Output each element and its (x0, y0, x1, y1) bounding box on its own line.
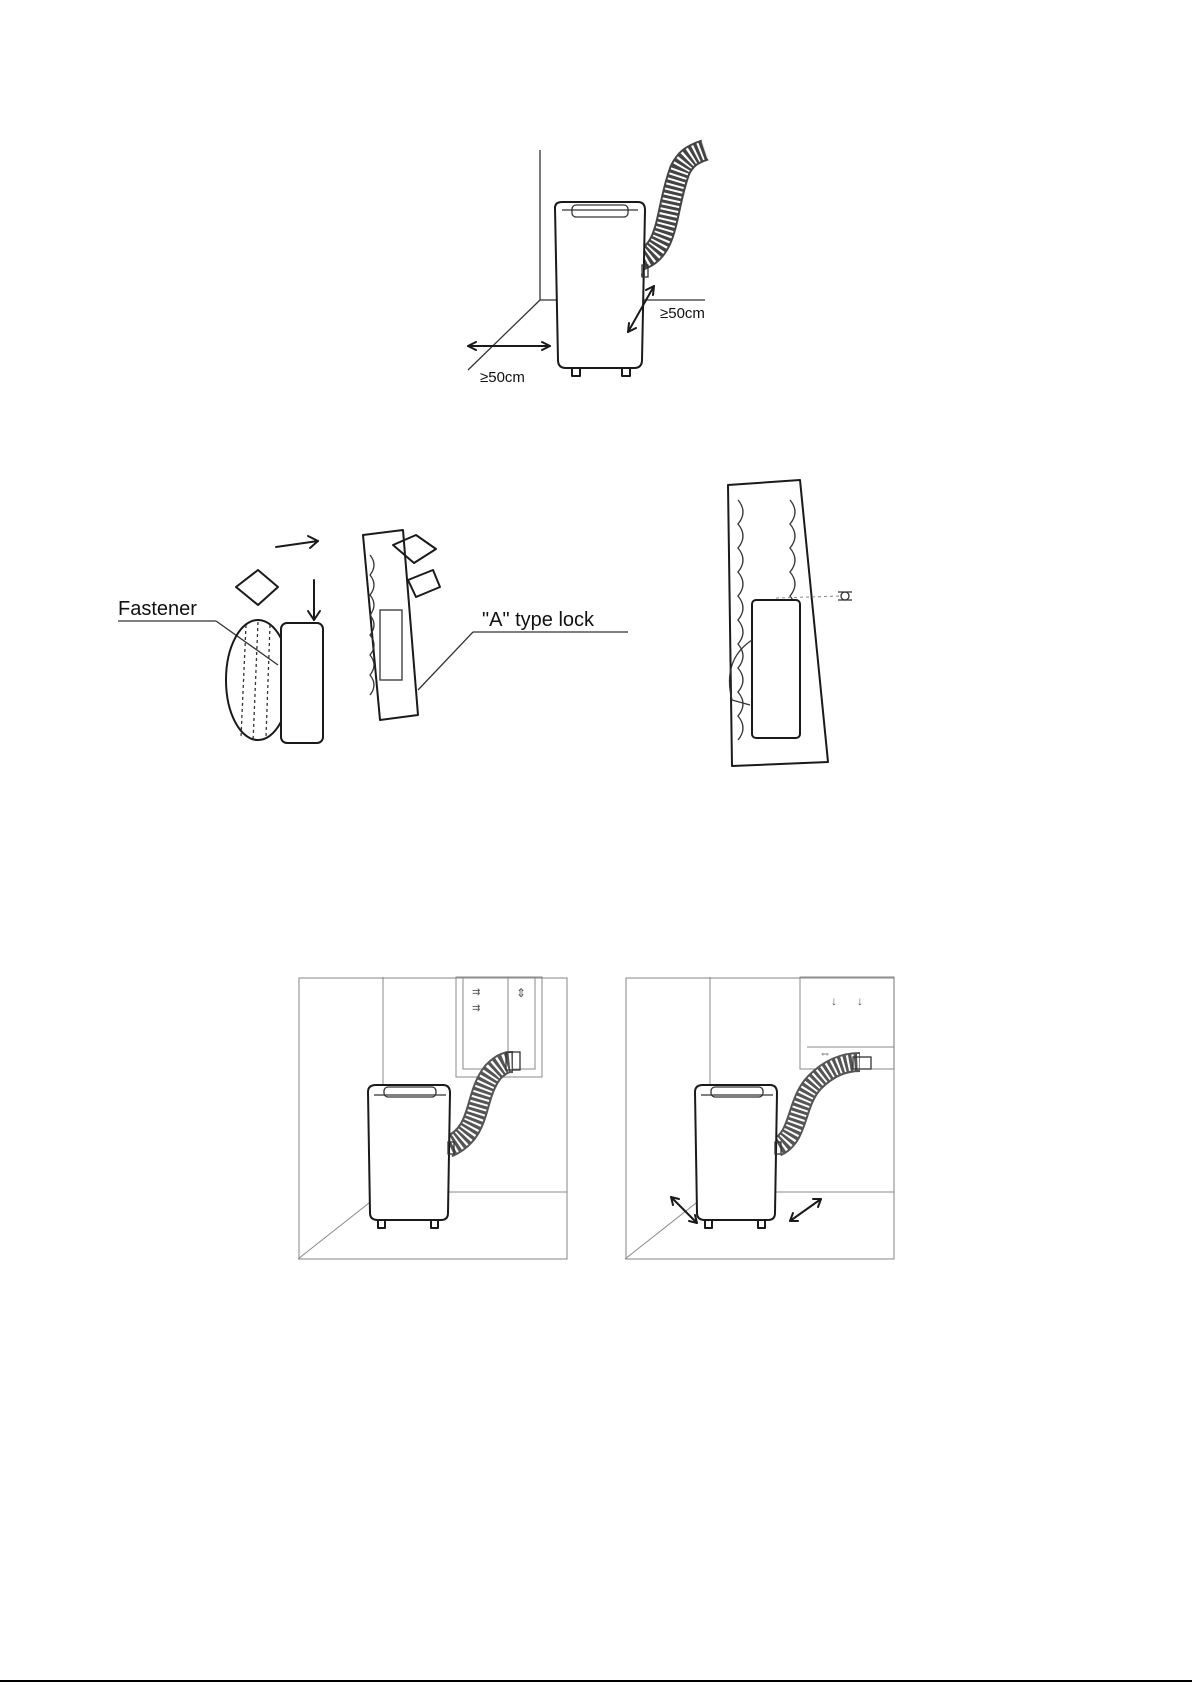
window-slider-panel (363, 530, 440, 720)
screw-icon (776, 592, 852, 600)
svg-text:⇔: ⇔ (819, 1046, 831, 1060)
svg-text:↓: ↓ (857, 994, 863, 1008)
page-bottom-rule (0, 1680, 1192, 1682)
fastener-figure (118, 525, 638, 755)
side-clearance-label: ≥50cm (480, 369, 525, 386)
side-clearance-arrow (468, 342, 550, 350)
back-clearance-label: ≥50cm (660, 305, 705, 322)
down-arrow-icon (308, 580, 320, 620)
svg-text:⇉: ⇉ (472, 987, 481, 998)
svg-text:↓: ↓ (831, 994, 837, 1008)
lock-label: "A" type lock (482, 609, 595, 631)
svg-text:⇉: ⇉ (472, 1003, 481, 1014)
horizontal-window-illustration (625, 977, 895, 1260)
vertical-window-figure (298, 977, 568, 1260)
fastener-illustration (118, 525, 638, 755)
screw-figure (690, 470, 870, 770)
svg-text:⇕: ⇕ (516, 986, 527, 1000)
air-conditioner-unit (695, 1085, 781, 1228)
clearance-figure (460, 150, 750, 400)
hose-connector (226, 570, 323, 743)
horizontal-window-figure (625, 977, 895, 1260)
air-conditioner-unit (368, 1085, 454, 1228)
air-conditioner-unit (555, 202, 648, 376)
screw-illustration (690, 470, 870, 770)
vertical-window-illustration (298, 977, 568, 1260)
fastener-label: Fastener (118, 598, 197, 620)
clearance-illustration (460, 150, 750, 400)
push-arrow-icon (276, 536, 318, 548)
